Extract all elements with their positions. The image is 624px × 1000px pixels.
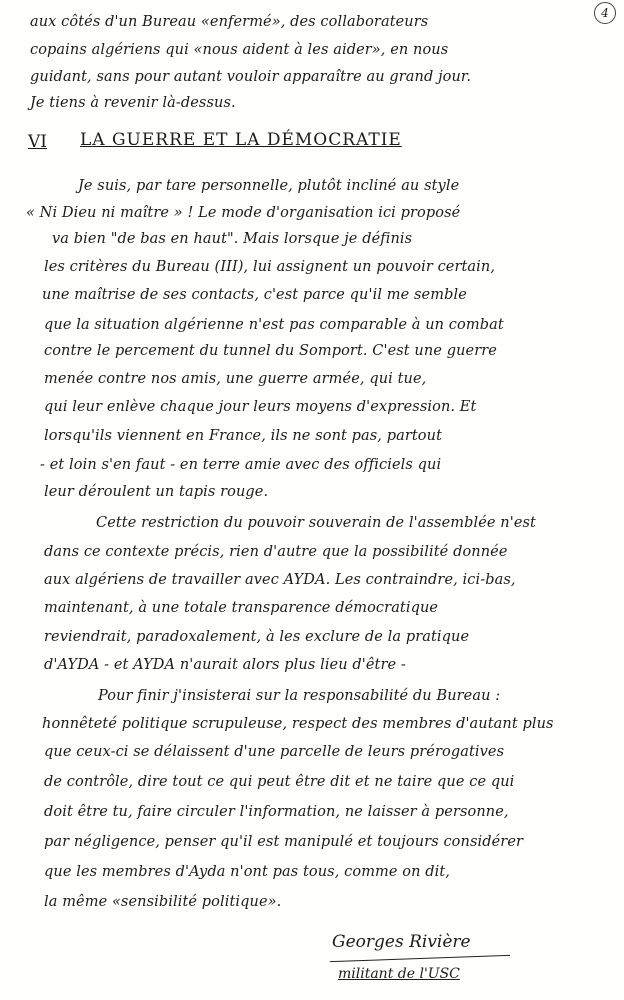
intro-line: aux côtés d'un Bureau «enfermé», des collaborateurs	[30, 14, 429, 30]
signature-underline	[330, 955, 510, 962]
intro-line: guidant, sans pour autant vouloir apparaître au grand jour.	[30, 69, 472, 85]
paragraph-line: - et loin s'en faut - en terre amie avec des officiels qui	[40, 457, 442, 473]
intro-line: copains algériens qui «nous aident à les aider», en nous	[30, 42, 449, 58]
signature-title: militant de l'USC	[338, 966, 460, 982]
paragraph-line: que la situation algérienne n'est pas comparable à un combat	[44, 317, 504, 333]
paragraph-line: aux algériens de travailler avec AYDA. Les contraindre, ici-bas,	[44, 572, 516, 588]
paragraph-line: contre le percement du tunnel du Somport. C'est une guerre	[44, 343, 497, 359]
paragraph-line: que les membres d'Ayda n'ont pas tous, comme on dit,	[44, 864, 451, 880]
paragraph-line: la même «sensibilité politique».	[44, 894, 282, 910]
paragraph-line: les critères du Bureau (III), lui assignent un pouvoir certain,	[44, 259, 496, 275]
paragraph-line: Pour finir j'insisterai sur la responsabilité du Bureau :	[98, 688, 501, 704]
paragraph-line: leur déroulent un tapis rouge.	[44, 484, 269, 500]
paragraph-line: honnêteté politique scrupuleuse, respect des membres d'autant plus	[42, 716, 554, 732]
section-title: LA GUERRE ET LA DÉMOCRATIE	[80, 130, 402, 150]
paragraph-line: lorsqu'ils viennent en France, ils ne sont pas, partout	[44, 428, 443, 444]
paragraph-line: d'AYDA - et AYDA n'aurait alors plus lieu d'être -	[44, 657, 406, 673]
signature: Georges Rivière	[332, 932, 471, 952]
paragraph-line: par négligence, penser qu'il est manipulé et toujours considérer	[44, 834, 524, 850]
paragraph-line: maintenant, à une totale transparence démocratique	[44, 600, 439, 616]
paragraph-line: doit être tu, faire circuler l'information, ne laisser à personne,	[44, 804, 509, 820]
paragraph-line: « Ni Dieu ni maître » ! Le mode d'organisation ici proposé	[26, 205, 461, 221]
section-number: VI	[28, 132, 47, 152]
paragraph-line: menée contre nos amis, une guerre armée, qui tue,	[44, 371, 427, 387]
paragraph-line: une maîtrise de ses contacts, c'est parce qu'il me semble	[42, 287, 467, 303]
intro-line: Je tiens à revenir là-dessus.	[30, 95, 236, 111]
paragraph-line: Cette restriction du pouvoir souverain de l'assemblée n'est	[96, 515, 536, 531]
page-number: 4	[594, 2, 616, 24]
paragraph-line: reviendrait, paradoxalement, à les exclure de la pratique	[44, 629, 470, 645]
paragraph-line: dans ce contexte précis, rien d'autre que la possibilité donnée	[44, 544, 508, 560]
paragraph-line: que ceux-ci se délaissent d'une parcelle de leurs prérogatives	[44, 744, 505, 760]
paragraph-line: Je suis, par tare personnelle, plutôt incliné au style	[78, 178, 460, 194]
paragraph-line: qui leur enlève chaque jour leurs moyens d'expression. Et	[44, 399, 477, 415]
paragraph-line: de contrôle, dire tout ce qui peut être dit et ne taire que ce qui	[44, 774, 515, 790]
paragraph-line: va bien "de bas en haut". Mais lorsque je définis	[52, 231, 413, 247]
